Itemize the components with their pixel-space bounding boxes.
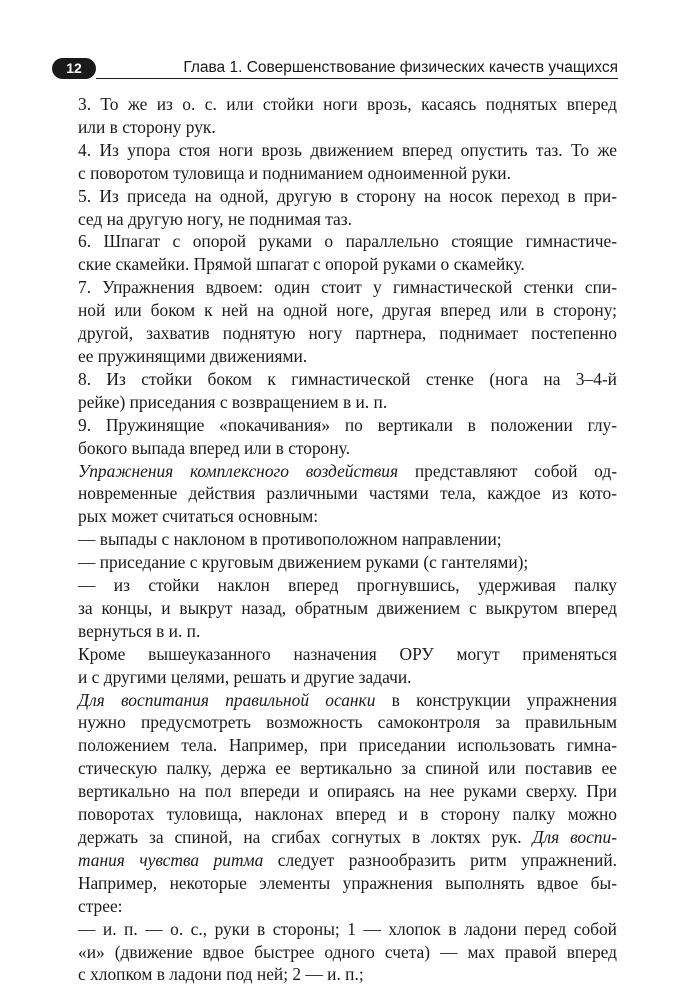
paragraph [54, 93, 617, 139]
text-line: ее пружинящими движениями. [78, 345, 308, 366]
text-line: 5. Из приседа на одной, другую в сторону на носок переход в при- [78, 185, 617, 206]
text-line: «и» (движение вдвое быстрее одного счета) — мах правой вперед [78, 941, 617, 962]
text-line: нужно предусмотреть возможность самоконтроля за правильным [78, 712, 617, 733]
text-line: стическую палку, держа ее вертикально за спиной или поставив ее [78, 758, 617, 779]
header-rule [96, 78, 618, 79]
list-item [54, 574, 617, 643]
text-line: — приседание с круговым движением руками (с гантелями); [78, 552, 529, 573]
text-line: поворотах туловища, наклонах вперед и в сторону палку можно [78, 804, 617, 825]
text-line: вернуться в и. п. [78, 620, 201, 641]
text-line: — и. п. — о. с., руки в стороны; 1 — хлопок в ладони перед собой [78, 918, 617, 939]
italic-term: тания чувства ритма [78, 849, 264, 870]
italic-term: Упражнения комплексного воздействия [78, 460, 399, 481]
text-line: Для воспитания правильной осанки в конструкции упражнения [78, 689, 617, 710]
italic-term: Для воспи- [532, 827, 617, 847]
text-line: 3. То же из о. с. или стойки ноги врозь, касаясь поднятых вперед [78, 94, 617, 114]
list-item [54, 918, 617, 987]
text-line: или в сторону рук. [78, 116, 216, 137]
text-line: сед на другую ногу, не поднимая таз. [78, 208, 352, 229]
text-line: за концы, и выкрут назад, обратным движением с выкрутом вперед [78, 597, 617, 618]
text-line: ной или боком к ней на одной ноге, другая вперед или в сторону; [78, 300, 617, 321]
text-line: бокого выпада вперед или в сторону. [78, 437, 350, 458]
text-line: тания чувства ритма следует разнообразить ритм упражнений. [78, 849, 617, 870]
text-line: положением тела. Например, при приседании использовать гимна- [78, 735, 617, 756]
page-number-badge: 12 [52, 58, 96, 79]
italic-term: Для воспитания правильной осанки [78, 689, 376, 710]
paragraph [54, 460, 617, 529]
paragraph [54, 414, 617, 460]
text-line: рейке) приседания с возвращением в и. п. [78, 391, 388, 412]
text-line: Кроме вышеуказанного назначения ОРУ могут применяться [78, 643, 617, 664]
text-line: — выпады с наклоном в противоположном направлении; [78, 529, 502, 550]
chapter-title: Глава 1. Совершенствование физических качеств учащихся [183, 59, 618, 76]
text-line: ские скамейки. Прямой шпагат с опорой руками о скамейку. [78, 254, 525, 275]
text-line: новременные действия различными частями тела, каждое из кото- [78, 483, 617, 504]
paragraph [54, 185, 617, 231]
text-line: другой, захватив поднятую ногу партнера, поднимает постепенно [78, 323, 617, 344]
text-line: 8. Из стойки боком к гимнастической стенке (нога на 3–4-й [78, 368, 617, 389]
paragraph [54, 276, 617, 368]
text-line: Упражнения комплексного воздействия представляют собой од- [78, 460, 617, 481]
text-line: рых может считаться основным: [78, 506, 319, 527]
paragraph [54, 139, 617, 185]
paragraph [54, 689, 617, 918]
page-header [52, 58, 618, 82]
paragraph [54, 368, 617, 414]
text-line: 7. Упражнения вдвоем: один стоит у гимнастической стенки спи- [78, 277, 617, 298]
text-line: стрее: [78, 895, 123, 916]
list-item [54, 528, 617, 551]
list-item [54, 551, 617, 574]
text-line: 9. Пружинящие «покачивания» по вертикали в положении глу- [78, 414, 617, 435]
text-line: с хлопком в ладони под ней; 2 — и. п.; [78, 964, 364, 985]
text-line: 4. Из упора стоя ноги врозь движением вперед опустить таз. То же [78, 139, 617, 160]
text-line: — из стойки наклон вперед прогнувшись, удерживая палку [78, 575, 617, 596]
text-line: 6. Шпагат с опорой руками о параллельно стоящие гимнастиче- [78, 231, 617, 252]
body-text [54, 93, 617, 986]
text-line: с поворотом туловища и подниманием одноименной руки. [78, 162, 511, 183]
text-line: вертикально на пол впереди и опираясь на нее руками сверху. При [78, 781, 617, 802]
paragraph [54, 230, 617, 276]
paragraph [54, 643, 617, 689]
text-line: Например, некоторые элементы упражнения выполнять вдвое бы- [78, 872, 617, 893]
text-line: держать за спиной, на сгибах согнутых в локтях рук. Для воспи- [78, 827, 617, 847]
text-line: и с другими целями, решать и другие задачи. [78, 666, 412, 687]
